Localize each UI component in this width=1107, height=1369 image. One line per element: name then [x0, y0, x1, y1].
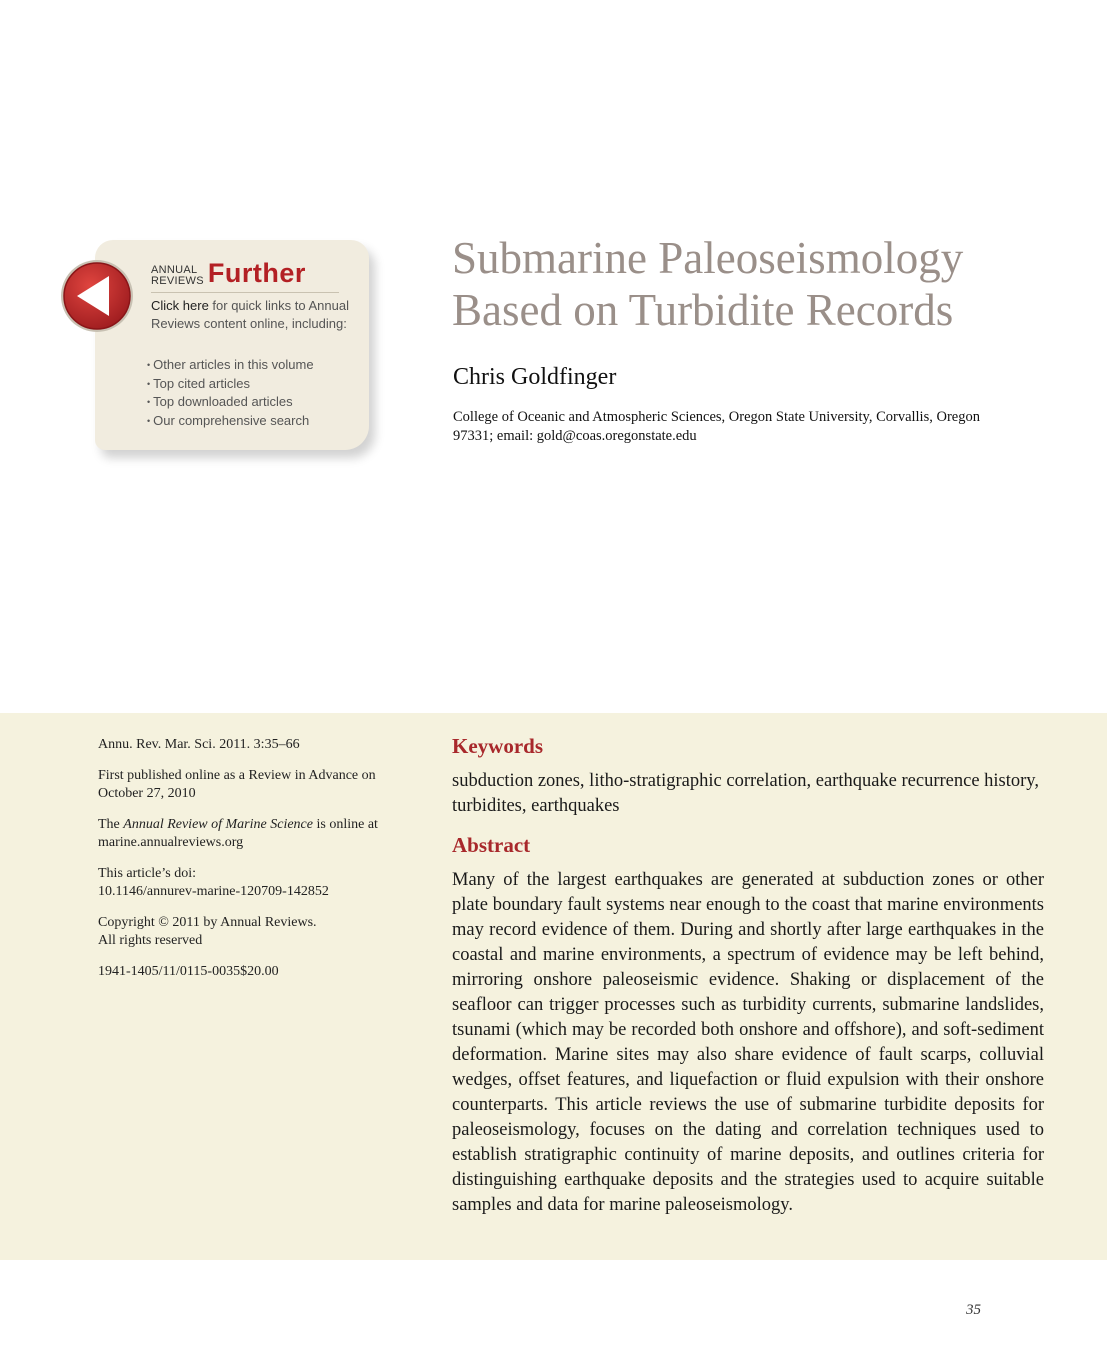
- further-box[interactable]: [95, 240, 369, 450]
- brand-further-text: Further: [207, 258, 306, 288]
- article-title-line-2: Based on Turbidite Records: [452, 285, 954, 335]
- journal-online: The Annual Review of Marine Science is online at marine.annualreviews.org: [98, 816, 378, 850]
- brand-divider: [151, 292, 339, 293]
- further-intro: [151, 297, 351, 332]
- back-arrow-icon[interactable]: [59, 258, 135, 334]
- article-meta: [98, 736, 418, 993]
- further-intro-text: for quick links to Annual Reviews content online, including:: [151, 298, 349, 331]
- further-link-other-articles[interactable]: • Other articles in this volume: [147, 356, 314, 375]
- copyright-block: [98, 914, 418, 951]
- page-number: 35: [966, 1302, 981, 1318]
- journal-name: Annual Review of Marine Science: [123, 816, 313, 832]
- further-link-search[interactable]: • Our comprehensive search: [147, 412, 314, 431]
- doi-block: [98, 865, 418, 902]
- doi-value: 10.1146/annurev-marine-120709-142852: [98, 884, 329, 899]
- further-link-top-downloaded[interactable]: • Top downloaded articles: [147, 393, 314, 412]
- further-link-top-cited[interactable]: • Top cited articles: [147, 375, 314, 394]
- abstract-heading: Abstract: [452, 833, 531, 857]
- further-links-list: [147, 356, 314, 430]
- click-here-link[interactable]: Click here: [151, 298, 209, 313]
- article-title: [452, 232, 1012, 336]
- issn: 1941-1405/11/0115-0035$20.00: [98, 963, 279, 979]
- brand-small-text: ANNUAL REVIEWS: [151, 264, 204, 287]
- article-title-line-1: Submarine Paleoseismology: [452, 233, 964, 283]
- keywords-heading: Keywords: [452, 734, 543, 758]
- citation: Annu. Rev. Mar. Sci. 2011. 3:35–66: [98, 737, 300, 752]
- annual-reviews-further-logo: [151, 260, 306, 287]
- publication-date: First published online as a Review in Advance on October 27, 2010: [98, 767, 376, 801]
- keywords-text: subduction zones, litho-stratigraphic correlation, earthquake recurrence history, turbidites, earthquakes: [452, 771, 1039, 816]
- author-affiliation: College of Oceanic and Atmospheric Sciences, Oregon State University, Corvallis, Oregon 97331; email: gold@coas.oregonstate.edu: [453, 409, 980, 444]
- abstract-text: Many of the largest earthquakes are generated at subduction zones or other plate boundary fault systems near enough to the coast that marine environments may record evidence of them. During and shortly after large earthquakes in the coastal and marine environments, a spectrum of evidence may be left behind, mirroring onshore paleoseismic evidence. Shaking or displacement of the seafloor can trigger processes such as turbidity currents, submarine landslides, tsunami (which may be recorded both onshore and offshore), and soft-sediment deformation. Marine sites may also share evidence of fault scarps, colluvial wedges, offset features, and liquefaction or fluid expulsion with their onshore counterparts. This article reviews the use of submarine turbidite deposits for paleoseismology, focuses on the dating and correlation techniques used to establish stratigraphic continuity of marine deposits, and outlines criteria for distinguishing earthquake deposits and the strategies used to acquire suitable samples and data for marine paleoseismology.: [452, 870, 1044, 1215]
- rights: All rights reserved: [98, 933, 203, 948]
- copyright: Copyright © 2011 by Annual Reviews.: [98, 914, 317, 930]
- author-name: Chris Goldfinger: [453, 364, 617, 390]
- doi-label: This article’s doi:: [98, 865, 196, 881]
